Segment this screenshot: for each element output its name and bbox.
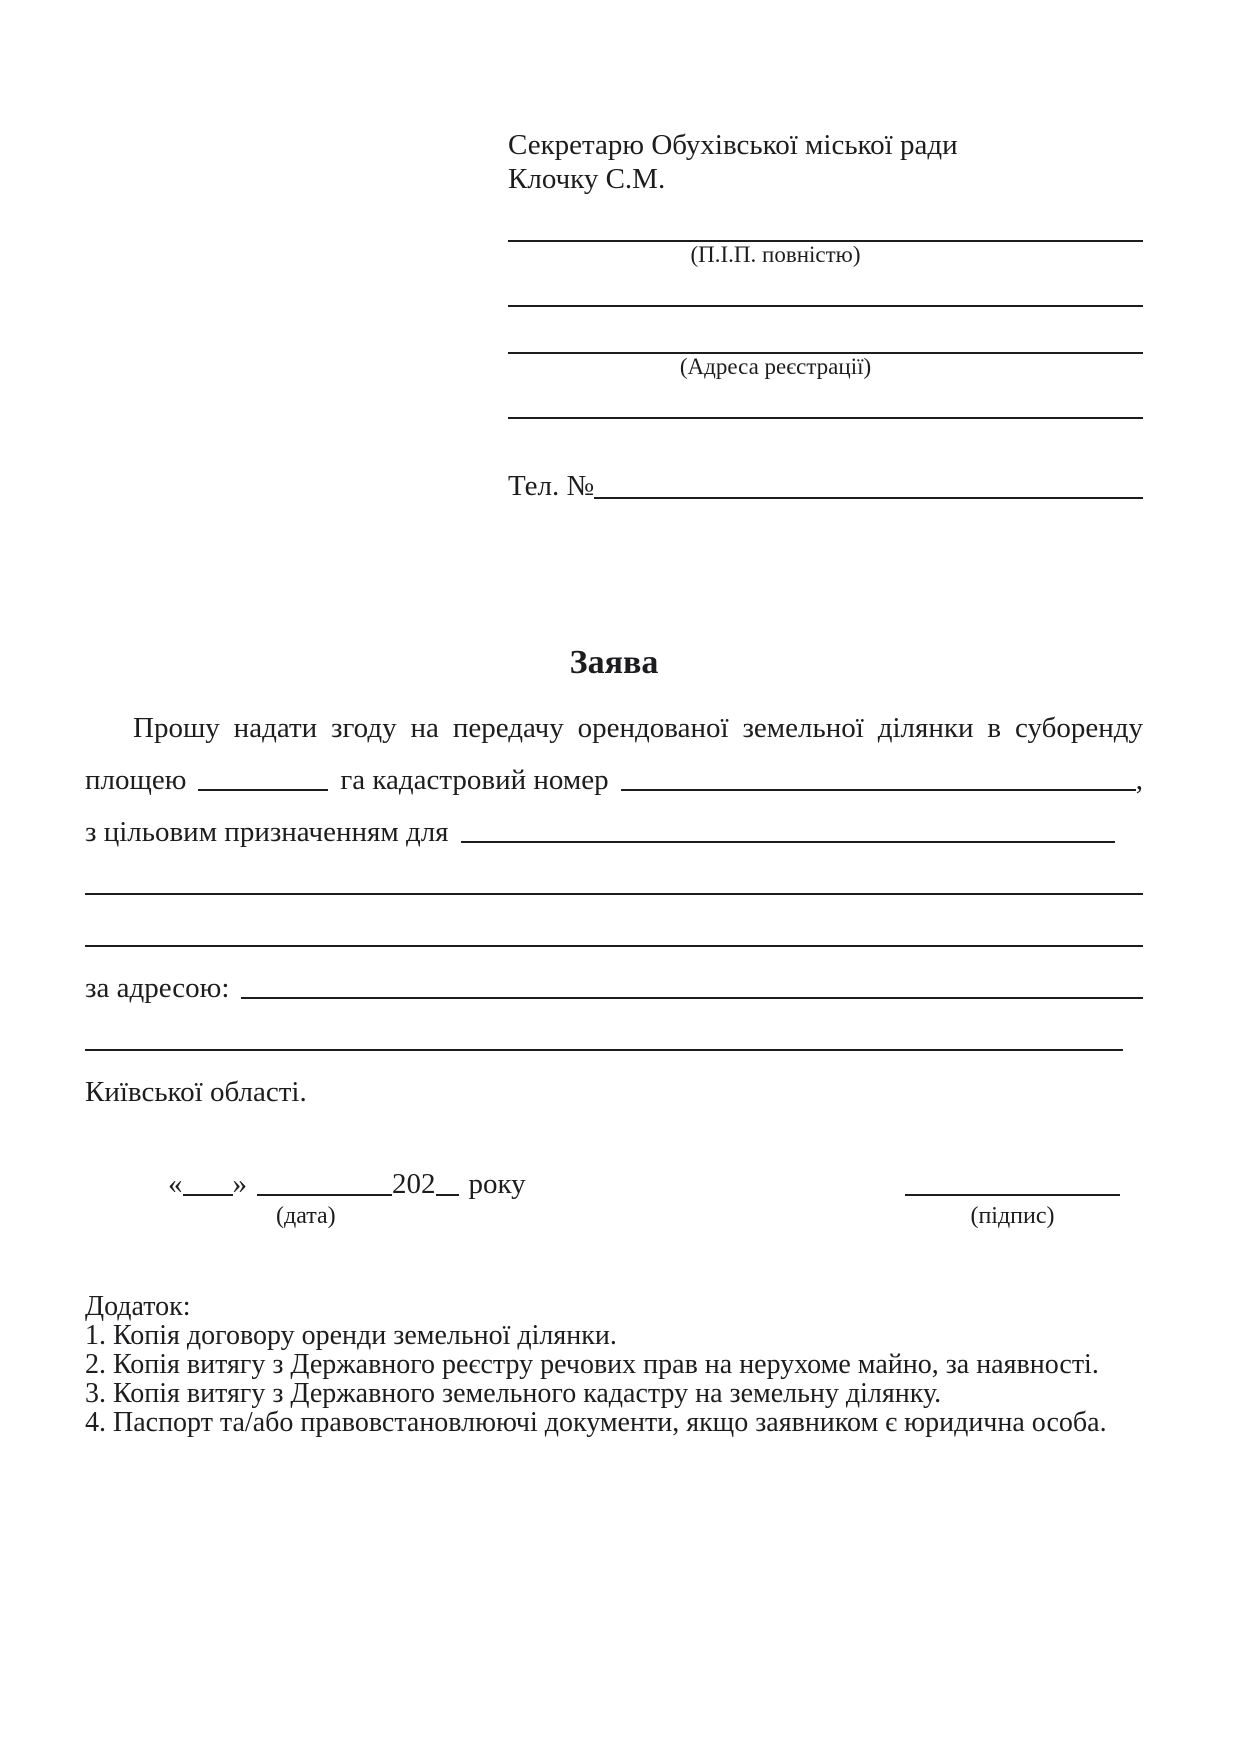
region-text: Київської області. [85, 1076, 307, 1108]
area-field-line [198, 789, 328, 791]
attachment-item-3: 3. Копія витягу з Державного земельного кадастру на земельну ділянку. [85, 1378, 942, 1409]
body-purpose-row [85, 797, 1143, 849]
phone-row [508, 469, 1143, 503]
attachment-item-1: 1. Копія договору оренди земельної ділянки. [85, 1320, 617, 1351]
attachment-item-2: 2. Копія витягу з Державного реєстру речових прав на нерухоме майно, за наявності. [85, 1349, 1099, 1380]
body-address-row [85, 953, 1143, 1005]
purpose-extra-row-1 [85, 849, 1143, 901]
purpose-extra-row-2 [85, 901, 1143, 953]
cadastral-label: га кадастровий номер [340, 764, 609, 796]
attachments-section [85, 1292, 1143, 1437]
recipient-block [508, 0, 1143, 503]
body-request-line: Прошу надати згоду на передачу орендованої земельної ділянки в суборенду [133, 712, 1143, 744]
body-region-row [85, 1057, 1143, 1109]
address-field-line [508, 307, 1143, 354]
recipient-line-2: Клочку С.М. [508, 163, 666, 195]
purpose-extra-line-2 [85, 945, 1143, 947]
fullname-field-line [508, 196, 1143, 242]
address-extra-line [85, 1049, 1123, 1051]
year-word: року [468, 1168, 526, 1200]
address-extra-row [85, 1005, 1143, 1057]
phone-label: Тел. № [508, 470, 595, 502]
fullname-hint: (П.І.П. повністю) [690, 242, 861, 267]
body-paragraph [85, 693, 1143, 1109]
address-label: за адресою: [85, 972, 230, 1004]
signature-block [905, 1169, 1120, 1229]
date-line-row [168, 1169, 526, 1199]
phone-field-line [594, 497, 1143, 499]
attachment-item-4: 4. Паспорт та/або правовстановлюючі документи, якщо заявником є юридична особа. [85, 1407, 1107, 1438]
date-block [168, 1169, 526, 1229]
year-digit-field-line [436, 1194, 459, 1196]
document-title: Заява [569, 644, 659, 681]
signature-hint: (підпис) [970, 1203, 1055, 1229]
address-hint: (Адреса реєстрації) [679, 354, 872, 379]
body-area-row [85, 745, 1143, 797]
area-label: площею [85, 764, 187, 796]
address-field-line [241, 997, 1143, 999]
purpose-field-line [461, 841, 1115, 843]
attachments-heading: Додаток: [85, 1291, 191, 1322]
date-signature-section [168, 1169, 1120, 1229]
open-quote: « [168, 1168, 183, 1200]
cadastral-comma: , [1135, 764, 1143, 796]
date-hint: (дата) [276, 1203, 336, 1229]
cadastral-field-line [621, 789, 1136, 791]
signature-line-row [905, 1169, 1120, 1199]
month-field-line [257, 1194, 392, 1196]
purpose-extra-line-1 [85, 893, 1143, 895]
address-extra-line [508, 380, 1143, 419]
document-content [85, 0, 1143, 1437]
recipient-line-1: Секретарю Обухівської міської ради [508, 129, 958, 161]
close-quote: » [232, 1168, 247, 1200]
day-field-line [183, 1194, 233, 1196]
year-prefix: 202 [392, 1168, 436, 1200]
signature-field-line [905, 1194, 1120, 1196]
purpose-label: з цільовим призначенням для [85, 816, 449, 848]
fullname-extra-line [508, 268, 1143, 307]
